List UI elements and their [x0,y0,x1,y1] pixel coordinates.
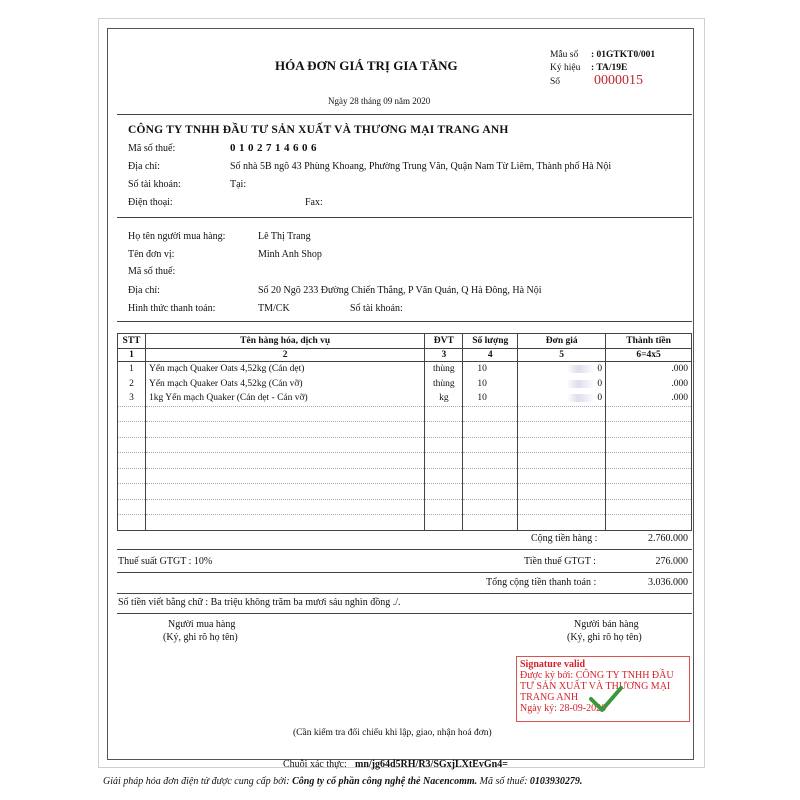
buyer-sign-title: Người mua hàng [168,619,236,630]
vat-label: Tiền thuế GTGT : [524,556,596,567]
provider-tax-label: Mã số thuế: [479,776,528,787]
provider-prefix: Giải pháp hóa đơn điện tử được cung cấp bởi: [103,776,290,787]
buyer-tax-label: Mã số thuế: [128,266,176,277]
row-price [518,377,606,392]
seller-account-label: Số tài khoản: [128,179,181,190]
row-total: .000 [606,377,692,392]
divider [117,572,692,573]
divider [117,321,692,322]
empty-row [118,437,692,453]
divider [117,613,692,614]
seller-company: CÔNG TY TNHH ĐẦU TƯ SẢN XUẤT VÀ THƯƠNG MẠI TRANG ANH [128,124,509,136]
checkmark-icon [588,684,624,714]
seller-sign-note: (Ký, ghi rõ họ tên) [567,632,642,643]
row-name: Yến mạch Quaker Oats 4,52kg (Cán vỡ) [145,377,424,392]
seller-fax-label: Fax: [305,197,323,208]
number-label: Số [550,77,561,87]
buyer-payment-label: Hình thức thanh toán: [128,303,216,314]
empty-row [118,422,692,438]
redacted-mark [567,394,595,402]
row-stt: 1 [118,362,146,377]
col-header: Thành tiền [606,334,692,349]
col-number: 2 [145,349,424,362]
row-total: .000 [606,391,692,406]
amount-in-words: Số tiền viết bằng chữ : Ba triệu không trăm ba mươi sáu nghìn đồng ./. [118,597,401,608]
invoice-title: HÓA ĐƠN GIÁ TRỊ GIA TĂNG [275,58,458,73]
row-price [518,391,606,406]
col-number: 1 [118,349,146,362]
seller-phone-label: Điện thoại: [128,197,173,208]
check-note: (Cần kiểm tra đối chiếu khi lập, giao, nhận hoá đơn) [293,728,492,738]
row-price-value: 0 [597,378,603,389]
row-name: Yến mạch Quaker Oats 4,52kg (Cán dẹt) [145,362,424,377]
seller-address-label: Địa chỉ: [128,161,160,172]
buyer-account-label: Số tài khoản: [350,303,403,314]
grand-total-value: 3.036.000 [648,577,688,588]
symbol-label: Ký hiệu [550,63,581,73]
form-label: Mẫu số [550,50,579,60]
table-row [118,362,692,377]
row-qty: 10 [463,377,518,392]
provider-tax-value: 0103930279. [529,776,583,787]
row-stt: 2 [118,377,146,392]
lookup-label: Chuỗi xác thực: [283,759,347,770]
form-value: : 01GTKT0/001 [591,50,656,60]
empty-row [118,468,692,484]
signature-signer-line: Được ký bởi: CÔNG TY TNHH ĐẦU [520,670,674,681]
buyer-name-value: Lê Thị Trang [258,231,311,242]
row-unit: thùng [425,362,463,377]
buyer-address-value: Số 20 Ngõ 233 Đường Chiến Thắng, P Văn Quán, Q Hà Đông, Hà Nội [258,285,542,296]
invoice-number: 0000015 [594,73,643,88]
seller-tax-value: 0102714606 [230,142,320,154]
vat-rate: Thuế suất GTGT : 10% [118,556,213,567]
row-qty: 10 [463,391,518,406]
seller-sign-title: Người bán hàng [574,619,639,630]
row-unit: thùng [425,377,463,392]
empty-row [118,484,692,500]
empty-row [118,406,692,422]
divider [117,593,692,594]
buyer-payment-value: TM/CK [258,303,290,314]
signature-valid-title: Signature valid [520,659,586,670]
buyer-sign-note: (Ký, ghi rõ họ tên) [163,632,238,643]
divider [117,114,692,115]
divider [117,549,692,550]
col-header: Tên hàng hóa, dịch vụ [145,334,424,349]
col-number: 4 [463,349,518,362]
provider-name: Công ty cổ phần công nghệ thẻ Nacencomm. [292,776,478,787]
invoice-date: Ngày 28 tháng 09 năm 2020 [328,96,431,106]
table-row [118,391,692,406]
redacted-mark [567,380,595,388]
row-total: .000 [606,362,692,377]
buyer-address-label: Địa chỉ: [128,285,160,296]
subtotal-label: Cộng tiền hàng : [531,533,598,544]
subtotal-value: 2.760.000 [648,533,688,544]
row-name: 1kg Yến mạch Quaker (Cán dẹt - Cán vỡ) [145,391,424,406]
empty-row [118,515,692,531]
col-number: 5 [518,349,606,362]
seller-bank-label: Tại: [230,179,247,190]
signature-signer-line: TRANG ANH [520,692,579,703]
buyer-unit-value: Minh Anh Shop [258,249,322,260]
divider [117,217,692,218]
row-stt: 3 [118,391,146,406]
empty-row [118,499,692,515]
col-header: STT [118,334,146,349]
row-qty: 10 [463,362,518,377]
col-header: ĐVT [425,334,463,349]
buyer-unit-label: Tên đơn vị: [128,249,175,260]
grand-total-label: Tổng cộng tiền thanh toán : [486,577,597,588]
signature-signer-line: TƯ SẢN XUẤT VÀ THƯƠNG MẠI [520,681,671,692]
col-number: 3 [425,349,463,362]
row-price-value: 0 [597,364,603,375]
row-price [518,362,606,377]
col-header: Đơn giá [518,334,606,349]
seller-tax-label: Mã số thuế: [128,143,176,154]
signature-date: Ngày ký: 28-09-2020 [520,703,607,714]
row-price-value: 0 [597,393,603,404]
row-unit: kg [425,391,463,406]
redacted-mark [567,365,595,373]
provider-line [103,776,582,787]
empty-row [118,453,692,469]
table-row [118,377,692,392]
symbol-value: : TA/19E [591,63,628,73]
buyer-name-label: Họ tên người mua hàng: [128,231,226,242]
col-header: Số lượng [463,334,518,349]
lookup-code: mn/jg64d5RH/R3/SGxjLXtEvGn4= [355,759,508,770]
vat-value: 276.000 [655,556,688,567]
seller-address-value: Số nhà 5B ngõ 43 Phùng Khoang, Phường Trung Văn, Quận Nam Từ Liêm, Thành phố Hà Nội [230,161,612,172]
col-number: 6=4x5 [606,349,692,362]
items-table [117,333,692,531]
